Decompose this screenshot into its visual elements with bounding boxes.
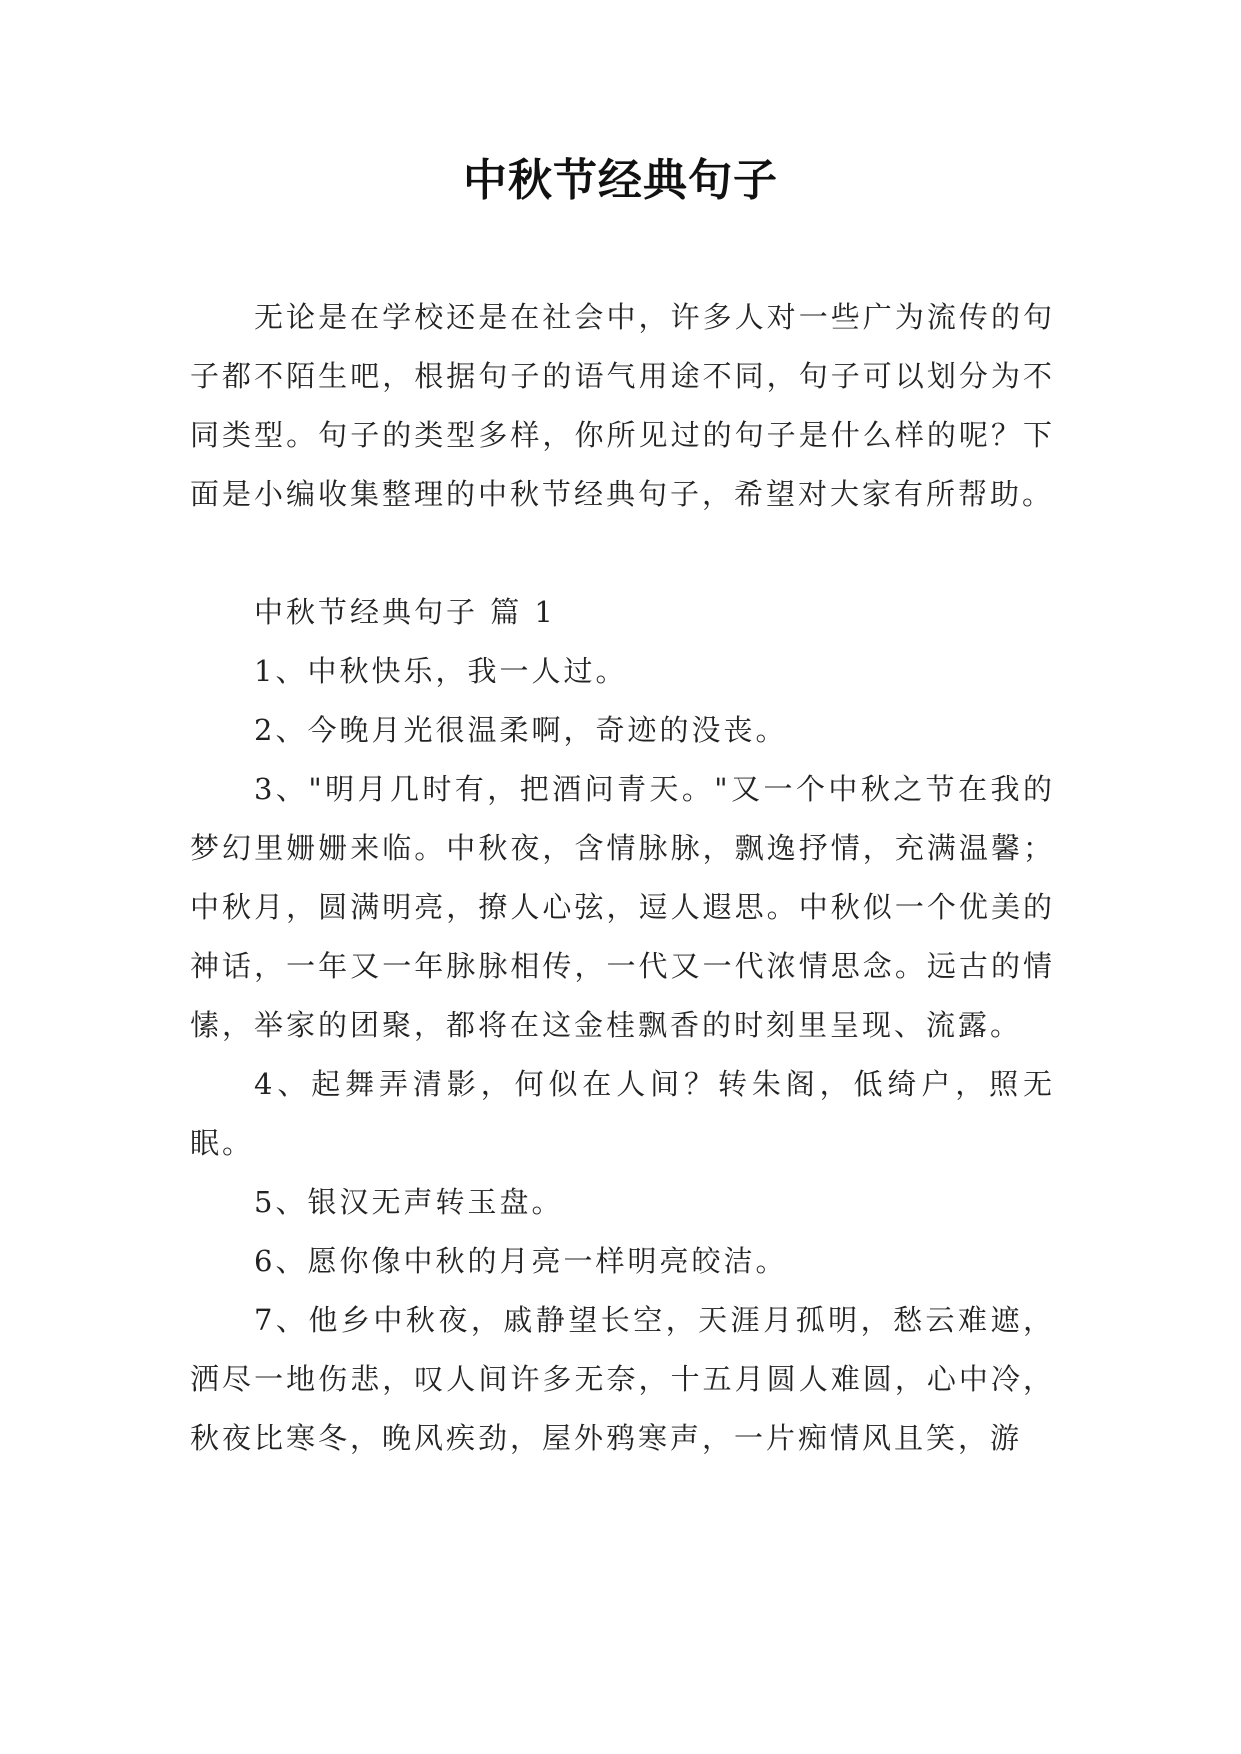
- list-item: 7、他乡中秋夜，戚静望长空，天涯月孤明，愁云难遮，洒尽一地伤悲，叹人间许多无奈，十五月圆人难圆，心中冷，秋夜比寒冬，晚风疾劲，屋外鸦寒声，一片痴情风且笑，游: [190, 1303, 1055, 1455]
- document-body: [190, 288, 1055, 1468]
- document-title: 中秋节经典句子: [463, 155, 778, 206]
- list-item: 1、中秋快乐，我一人过。: [254, 654, 628, 688]
- list-item: 4、起舞弄清影，何似在人间？转朱阁，低绮户，照无眠。: [190, 1067, 1055, 1160]
- list-item: 3、"明月几时有，把酒问青天。"又一个中秋之节在我的梦幻里姗姗来临。中秋夜，含情脉脉，飘逸抒情，充满温馨；中秋月，圆满明亮，撩人心弦，逗人遐思。中秋似一个优美的神话，一年又一年脉脉相传，一代又一代浓情思念。远古的情愫，举家的团聚，都将在这金桂飘香的时刻里呈现、流露。: [190, 772, 1055, 1042]
- list-item: 2、今晚月光很温柔啊，奇迹的没丧。: [254, 713, 788, 747]
- section-heading: 中秋节经典句子 篇 1: [254, 595, 556, 629]
- list-item: 6、愿你像中秋的月亮一样明亮皎洁。: [254, 1244, 788, 1278]
- list-item: 5、银汉无声转玉盘。: [254, 1185, 564, 1219]
- intro-paragraph: 无论是在学校还是在社会中，许多人对一些广为流传的句子都不陌生吧，根据句子的语气用途不同，句子可以划分为不同类型。句子的类型多样，你所见过的句子是什么样的呢？下面是小编收集整理的中秋节经典句子，希望对大家有所帮助。: [190, 300, 1055, 511]
